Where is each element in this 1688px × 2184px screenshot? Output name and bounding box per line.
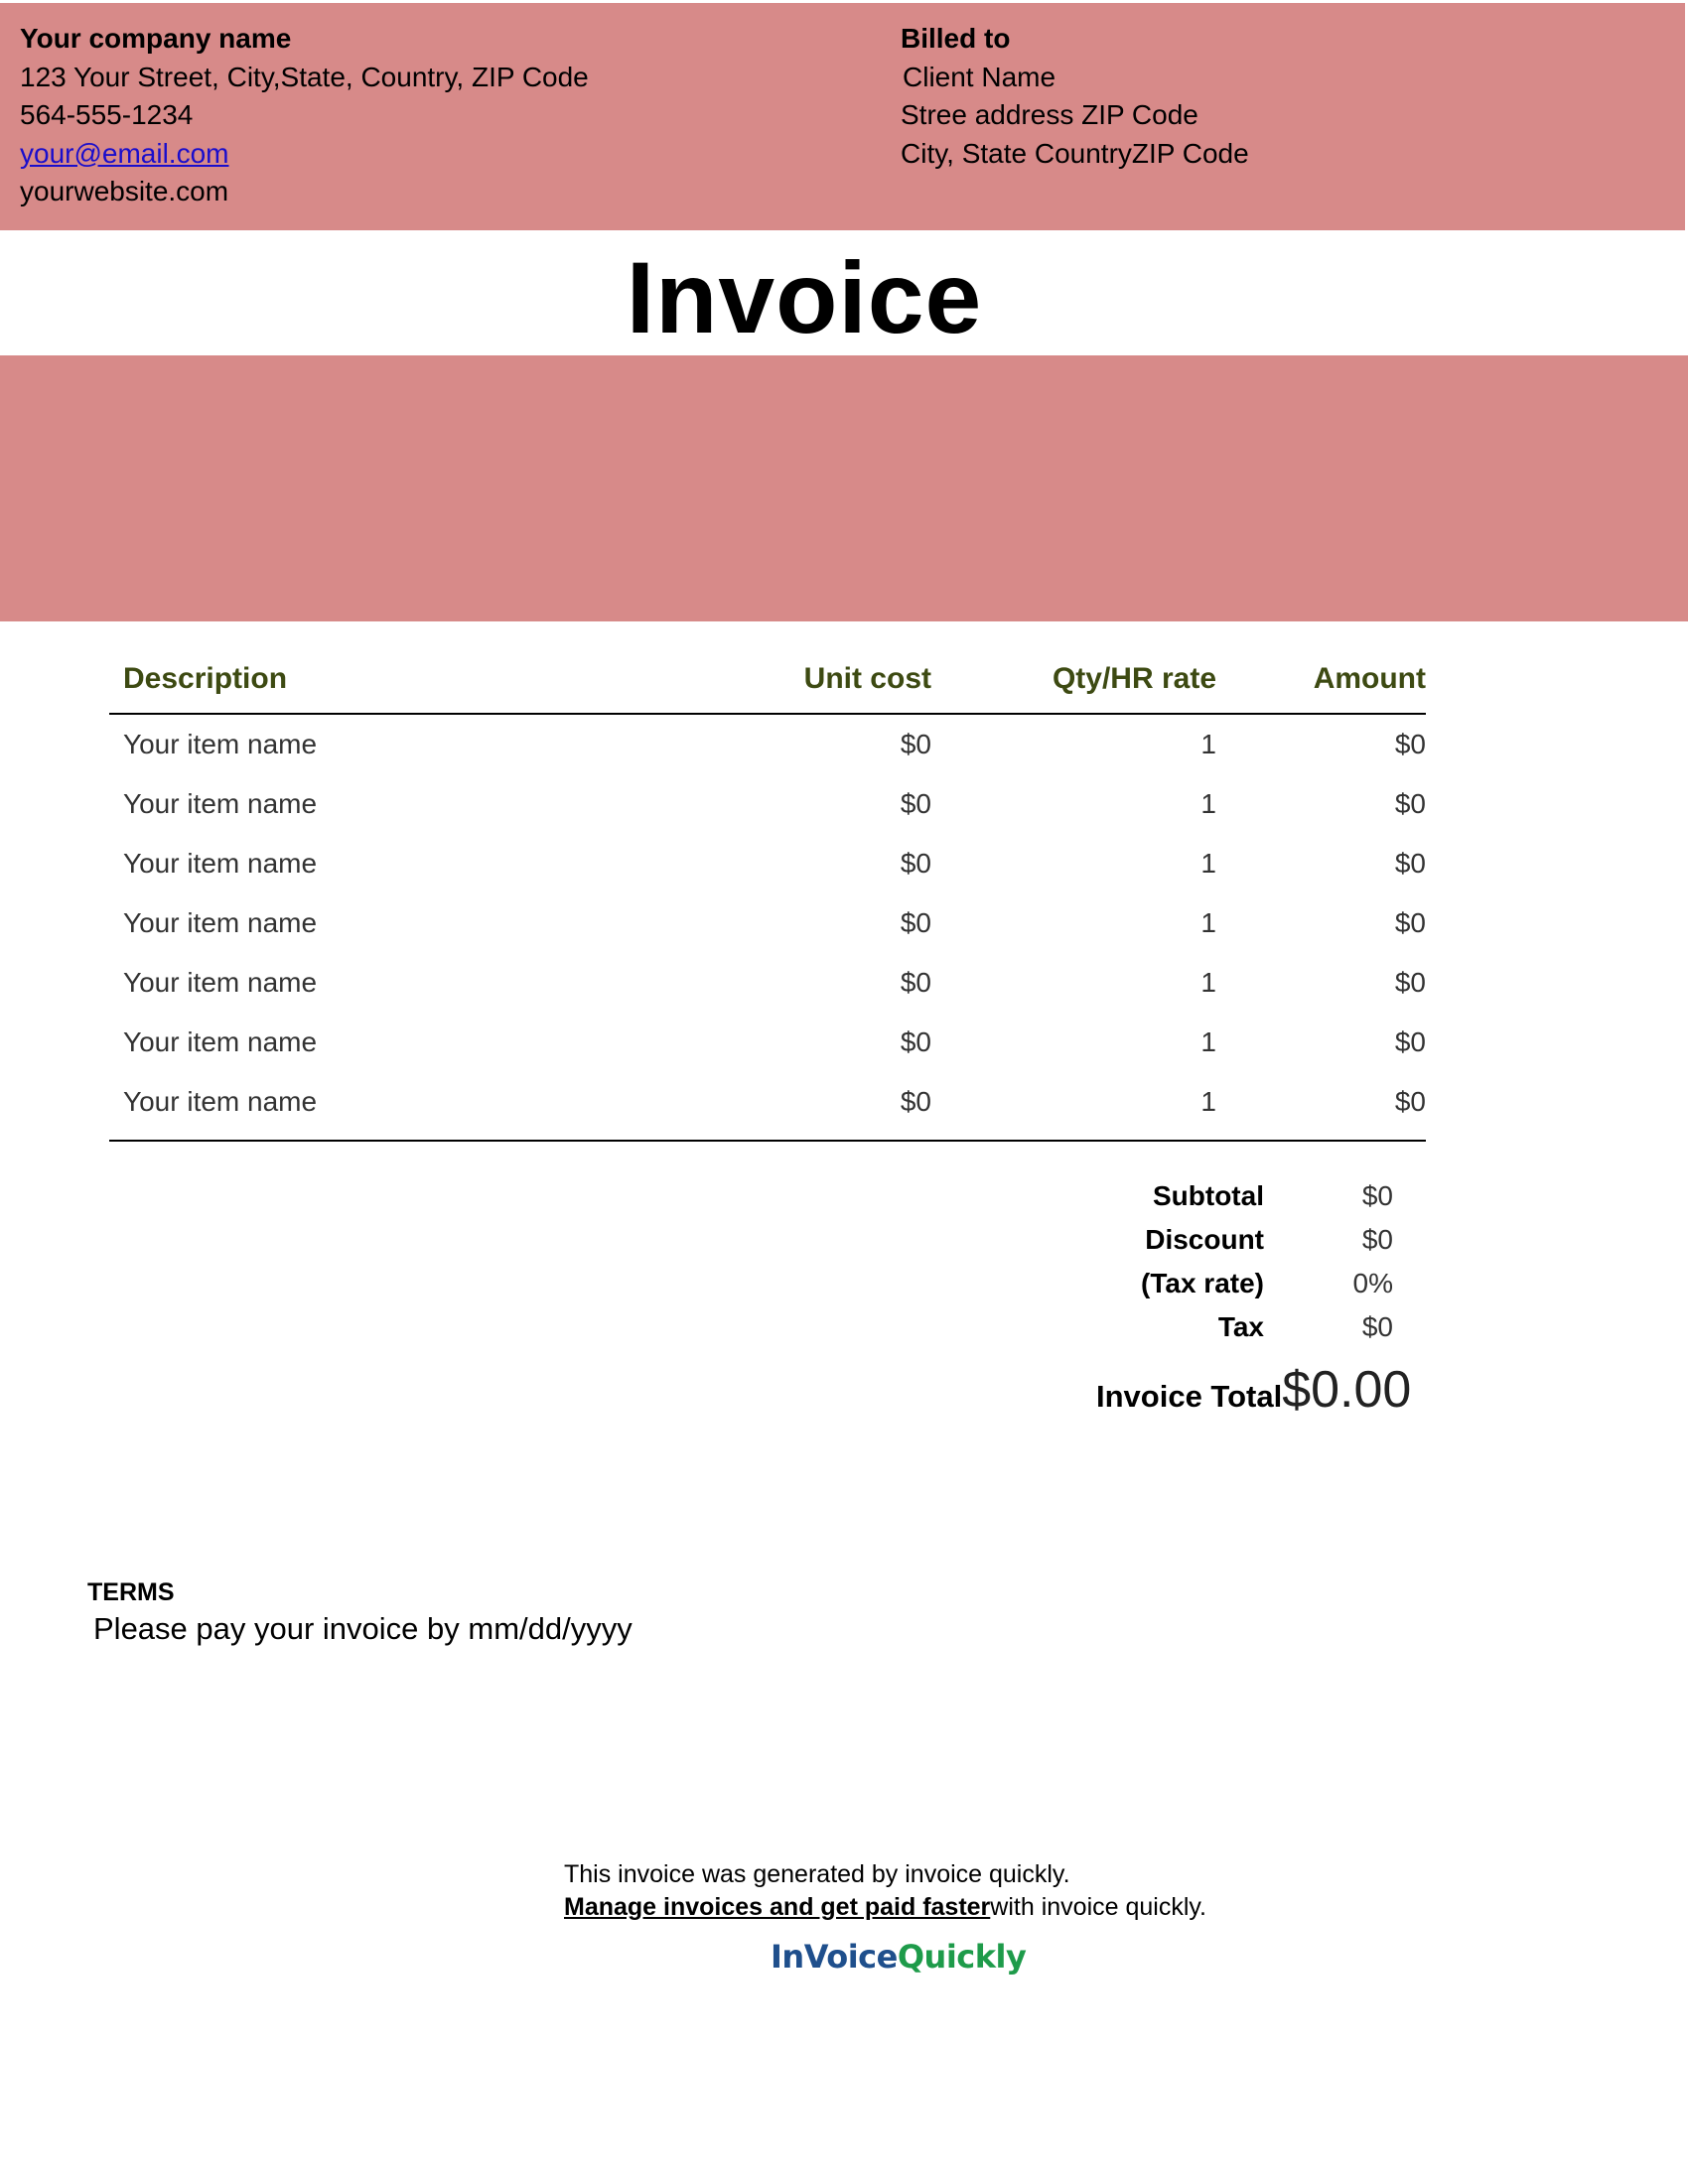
item-description: Your item name — [123, 907, 318, 938]
terms-heading: TERMS — [87, 1578, 175, 1606]
item-description: Your item name — [123, 729, 318, 759]
totals-block — [1092, 1179, 1430, 1354]
tax-row — [1092, 1310, 1430, 1354]
tax-label: Tax — [1217, 1311, 1264, 1342]
company-name: Your company name — [20, 23, 292, 54]
table-body — [109, 715, 1426, 1132]
item-amount: $0 — [1394, 1086, 1426, 1117]
terms-section — [87, 1578, 633, 1647]
footer-promo-rest: with invoice quickly. — [990, 1893, 1206, 1921]
item-unit-cost: $0 — [900, 1086, 931, 1117]
item-unit-cost: $0 — [900, 1026, 931, 1057]
item-qty: 1 — [1200, 848, 1216, 879]
item-qty: 1 — [1200, 967, 1216, 998]
item-unit-cost: $0 — [900, 788, 931, 819]
item-description: Your item name — [123, 848, 318, 879]
tax-rate-row — [1092, 1267, 1430, 1310]
item-description: Your item name — [123, 1026, 318, 1057]
table-row — [109, 774, 1426, 834]
invoice-total-value: $0.00 — [1282, 1361, 1412, 1419]
middle-band — [0, 355, 1688, 621]
header-qty: Qty/HR rate — [1052, 662, 1216, 695]
discount-label: Discount — [1145, 1224, 1264, 1255]
company-street: 123 Your Street, City,State, Country, ZIP Code — [20, 61, 589, 92]
logo-part-2: Quickly — [897, 1938, 1027, 1976]
company-phone: 564-555-1234 — [20, 99, 194, 130]
invoicequickly-logo — [771, 1938, 1026, 1976]
item-qty: 1 — [1200, 1026, 1216, 1057]
item-amount: $0 — [1394, 907, 1426, 938]
item-description: Your item name — [123, 788, 318, 819]
item-unit-cost: $0 — [900, 967, 931, 998]
subtotal-label: Subtotal — [1153, 1180, 1264, 1211]
item-description: Your item name — [123, 1086, 318, 1117]
item-unit-cost: $0 — [900, 729, 931, 759]
logo-part-1: InVoice — [771, 1938, 898, 1976]
footer — [564, 1858, 1206, 1924]
item-qty: 1 — [1200, 788, 1216, 819]
table-row — [109, 1013, 1426, 1072]
item-qty: 1 — [1200, 907, 1216, 938]
client-name: Client Name — [903, 61, 1056, 92]
table-bottom-rule — [109, 1140, 1426, 1142]
invoice-title: Invoice — [626, 241, 983, 354]
footer-promo-line — [564, 1891, 1206, 1924]
item-qty: 1 — [1200, 729, 1216, 759]
item-amount: $0 — [1394, 967, 1426, 998]
item-unit-cost: $0 — [900, 848, 931, 879]
invoice-total — [1096, 1360, 1411, 1420]
table-row — [109, 715, 1426, 774]
table-row — [109, 834, 1426, 893]
tax-rate-value: 0% — [1352, 1268, 1393, 1298]
item-unit-cost: $0 — [900, 907, 931, 938]
discount-row — [1092, 1223, 1430, 1267]
client-address-1: Stree address ZIP Code — [901, 99, 1198, 130]
header-description: Description — [123, 662, 288, 695]
client-address-2: City, State CountryZIP Code — [901, 137, 1249, 169]
tax-value: $0 — [1361, 1311, 1393, 1342]
item-amount: $0 — [1394, 848, 1426, 879]
billed-to-info — [901, 20, 1249, 173]
table-row — [109, 1072, 1426, 1132]
company-email-link[interactable]: your@email.com — [20, 137, 229, 169]
subtotal-row — [1092, 1179, 1430, 1223]
item-description: Your item name — [123, 967, 318, 998]
billed-to-label: Billed to — [901, 23, 1011, 54]
footer-promo-link[interactable]: Manage invoices and get paid faster — [564, 1893, 991, 1921]
item-amount: $0 — [1394, 1026, 1426, 1057]
discount-value: $0 — [1361, 1224, 1393, 1255]
item-amount: $0 — [1394, 729, 1426, 759]
table-row — [109, 953, 1426, 1013]
table-row — [109, 893, 1426, 953]
footer-generated-text: This invoice was generated by invoice quickly. — [564, 1860, 1070, 1888]
invoice-total-label: Invoice Total — [1096, 1379, 1283, 1414]
item-amount: $0 — [1394, 788, 1426, 819]
header-amount: Amount — [1313, 662, 1426, 695]
subtotal-value: $0 — [1361, 1180, 1393, 1211]
terms-text: Please pay your invoice by mm/dd/yyyy — [93, 1611, 633, 1646]
sender-info — [20, 20, 589, 211]
table-header — [109, 645, 1426, 715]
company-website: yourwebsite.com — [20, 176, 229, 206]
line-items-table — [109, 645, 1426, 1142]
item-qty: 1 — [1200, 1086, 1216, 1117]
tax-rate-label: (Tax rate) — [1141, 1268, 1264, 1298]
header-unit-cost: Unit cost — [803, 662, 931, 695]
